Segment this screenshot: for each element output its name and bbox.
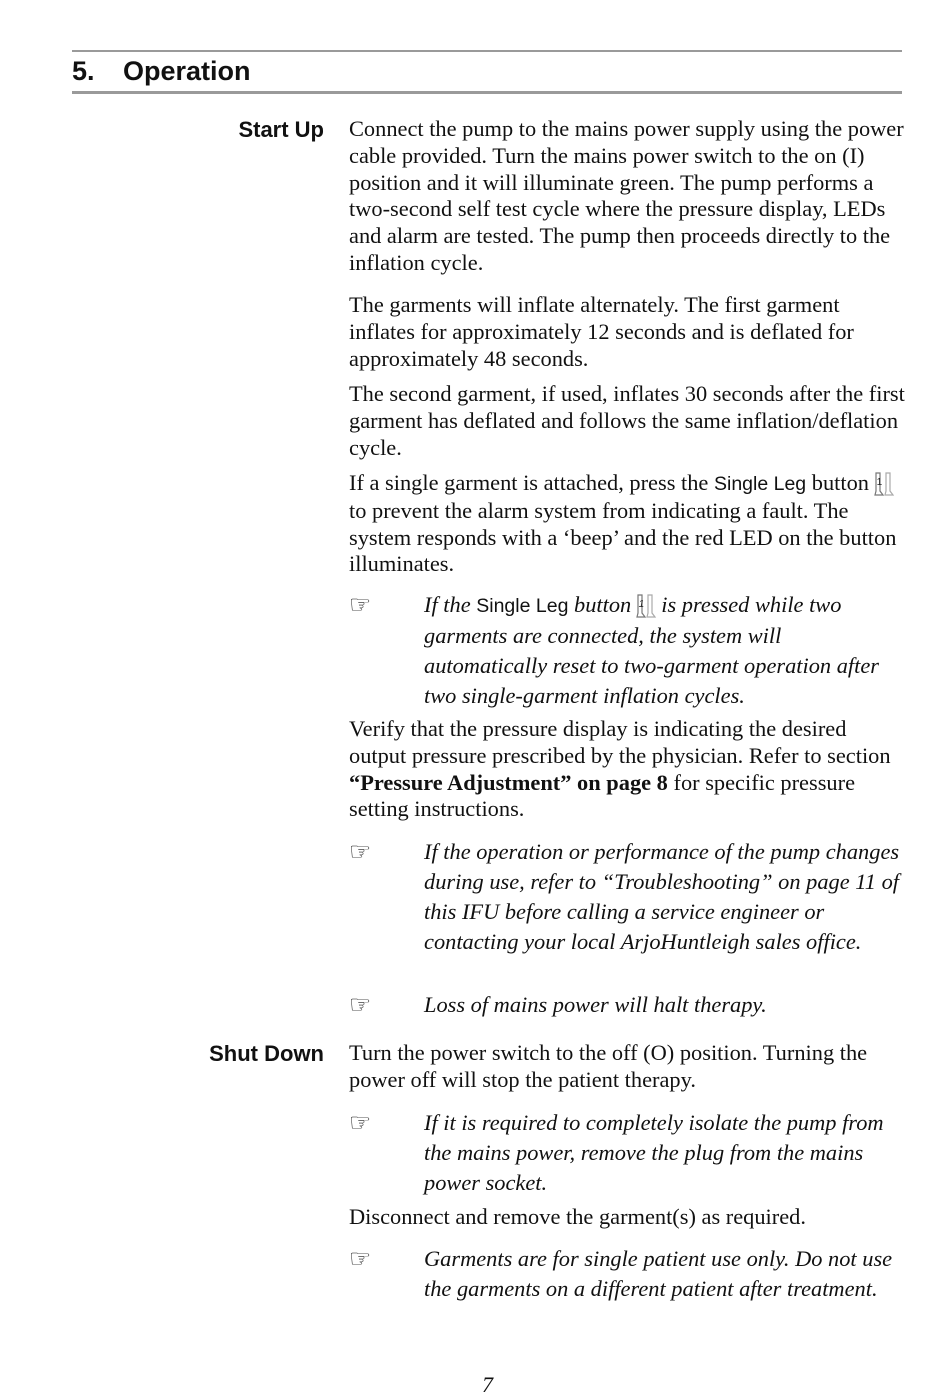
svg-text:1: 1	[876, 476, 883, 488]
start-up-note-3: Loss of mains power will halt therapy.	[424, 992, 767, 1017]
pointing-hand-icon: ☞	[349, 1244, 372, 1273]
single-leg-button-name: Single Leg	[476, 595, 569, 617]
start-up-paragraph-2: The garments will inflate alternately. The first garment inflates for approximately 12 seconds and is deflated for approximately 48 seconds.	[349, 292, 854, 371]
page-number: 7	[482, 1372, 493, 1397]
start-up-note-2: If the operation or performance of the pump changes during use, refer to “Troubleshooting” on page 11 of this IFU before calling a service engineer or contacting your local ArjoHuntleigh sales office.	[424, 839, 900, 954]
header-rule-top	[72, 50, 902, 52]
pressure-adjustment-reference: “Pressure Adjustment” on page 8	[349, 769, 668, 795]
pointing-hand-icon: ☞	[349, 990, 372, 1019]
shut-down-label: Shut Down	[209, 1041, 324, 1066]
section-title: Operation	[123, 56, 251, 86]
pointing-hand-icon: ☞	[349, 1108, 372, 1137]
pointing-hand-icon: ☞	[349, 590, 372, 619]
section-number: 5.	[72, 56, 95, 86]
header-rule-bottom	[72, 91, 902, 94]
shut-down-note-1: If it is required to completely isolate the pump from the mains power, remove the plug from the mains power socket.	[424, 1110, 884, 1195]
start-up-paragraph-5: Verify that the pressure display is indicating the desired output pressure prescribed by the physician. Refer to section “Pressure Adjustment” on page 8 for specific pressure setting instructions.	[349, 716, 891, 822]
start-up-label: Start Up	[238, 117, 324, 142]
shut-down-paragraph-2: Disconnect and remove the garment(s) as required.	[349, 1204, 806, 1229]
shut-down-paragraph-1: Turn the power switch to the off (O) position. Turning the power off will stop the patient therapy.	[349, 1040, 868, 1092]
pointing-hand-icon: ☞	[349, 837, 372, 866]
start-up-paragraph-4: If a single garment is attached, press the Single Leg button 1 to prevent the alarm system from indicating a fault. The system responds with a ‘beep’ and the red LED on the button illuminates.	[349, 470, 897, 577]
start-up-paragraph-1: Connect the pump to the mains power supply using the power cable provided. Turn the mains power switch to the on (I) position and it will illuminate green. The pump performs a two-second self test cycle where the pressure display, LEDs and alarm are tested. The pump then proceeds directly to the inflation cycle.	[349, 116, 904, 275]
start-up-note-1: If the Single Leg button 1 is pressed while two garments are connected, the system will automatically reset to two-garment operation after two single-garment inflation cycles.	[424, 592, 880, 708]
section-heading	[72, 54, 251, 88]
svg-text:1: 1	[638, 598, 645, 610]
shut-down-note-2: Garments are for single patient use only. Do not use the garments on a different patient after treatment.	[424, 1246, 893, 1301]
single-leg-button-name: Single Leg	[713, 473, 807, 495]
start-up-paragraph-3: The second garment, if used, inflates 30 seconds after the first garment has deflated and follows the same inflation/deflation cycle.	[349, 381, 905, 460]
single-leg-icon	[635, 594, 657, 620]
single-leg-icon	[873, 472, 895, 498]
